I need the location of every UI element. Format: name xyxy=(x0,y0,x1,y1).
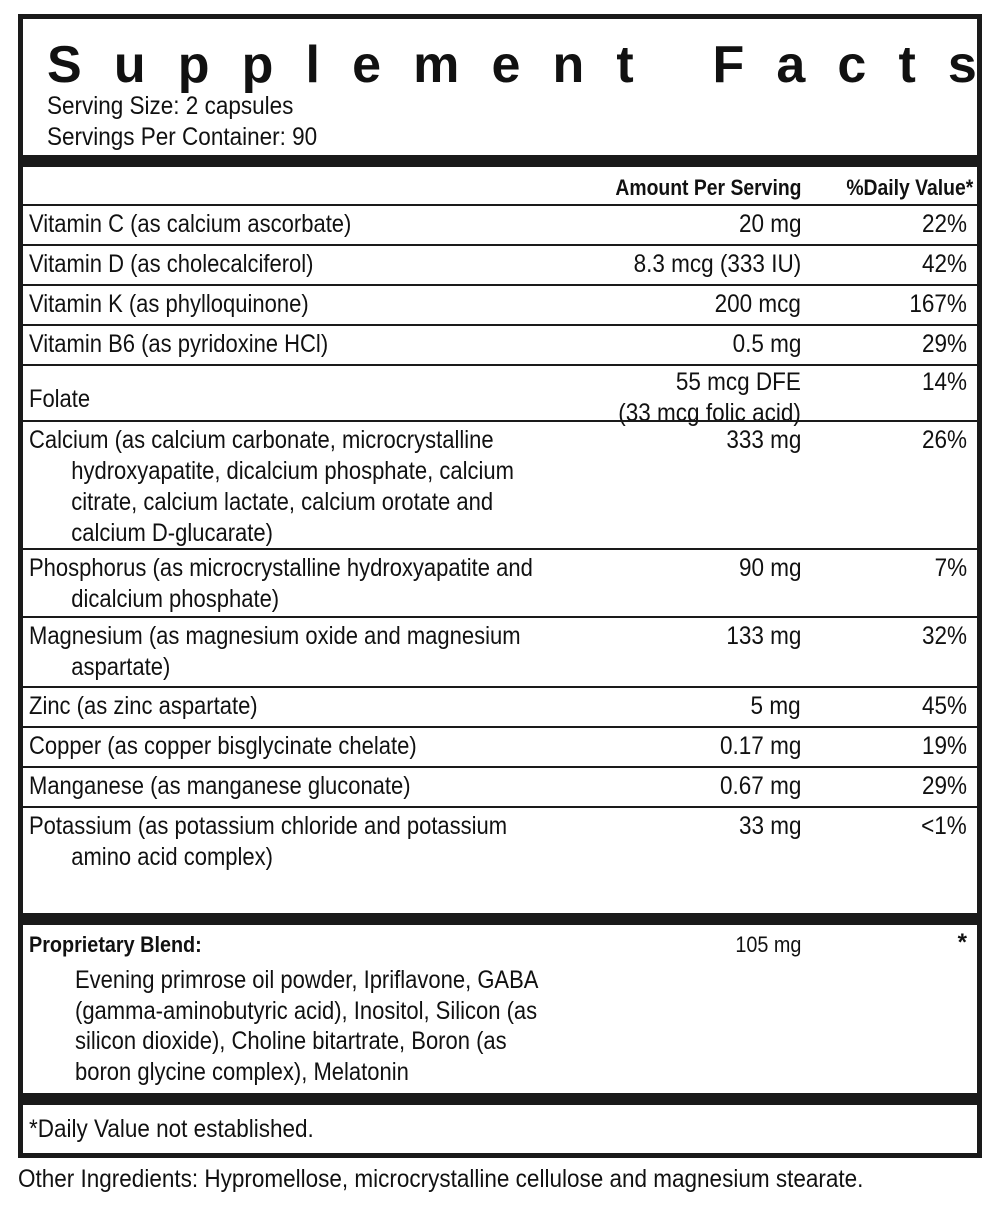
nutrient-row xyxy=(23,284,977,324)
nutrient-name-line: Magnesium (as magnesium oxide and magnesium xyxy=(29,622,521,650)
nutrient-amount-line: 0.67 mg xyxy=(719,772,801,800)
title-letter: e xyxy=(491,36,521,94)
nutrient-amount xyxy=(732,329,801,360)
nutrient-row xyxy=(23,244,977,284)
nutrient-name-line: Vitamin K (as phylloquinone) xyxy=(29,290,309,318)
nutrient-name-line: Folate xyxy=(29,385,91,413)
nutrient-name-line: aspartate) xyxy=(71,653,171,681)
nutrient-name xyxy=(29,621,583,683)
nutrient-row xyxy=(23,548,977,616)
title-letter: t xyxy=(898,36,916,94)
nutrient-amount-line: 0.5 mg xyxy=(732,330,801,358)
title-letter: F xyxy=(712,36,745,94)
nutrient-amount-line: 133 mg xyxy=(725,622,801,650)
nutrient-name-line: calcium D-glucarate) xyxy=(71,519,273,547)
nutrient-name-line: amino acid complex) xyxy=(71,843,273,871)
nutrient-amount xyxy=(720,731,801,762)
title-letter: m xyxy=(413,36,460,94)
nutrient-amount xyxy=(751,691,801,722)
nutrient-row xyxy=(23,726,977,766)
nutrient-amount-line: 55 mcg DFE xyxy=(675,368,801,396)
nutrient-name-line: Copper (as copper bisglycinate chelate) xyxy=(29,732,417,760)
nutrient-row xyxy=(23,686,977,726)
nutrient-name xyxy=(29,384,583,415)
nutrient-amount-line: 33 mg xyxy=(738,812,801,840)
title-letter: p xyxy=(241,36,274,94)
footnote: *Daily Value not established. xyxy=(29,1115,314,1143)
header-amount: Amount Per Serving xyxy=(614,175,801,200)
nutrient-name xyxy=(29,249,583,280)
nutrient-daily-value: 7% xyxy=(934,554,967,582)
blend-ingredient-line: Evening primrose oil powder, Ipriflavone, GABA xyxy=(75,966,539,994)
nutrient-amount xyxy=(738,811,801,842)
blend-daily-value: * xyxy=(957,929,967,956)
nutrient-row xyxy=(23,766,977,806)
nutrient-amount xyxy=(720,771,801,802)
title-letter: l xyxy=(305,36,320,94)
nutrient-daily-value: 167% xyxy=(909,290,967,318)
nutrient-amount-line: 0.17 mg xyxy=(719,732,801,760)
nutrient-amount-line: 200 mcg xyxy=(714,290,801,318)
nutrient-amount xyxy=(726,425,801,456)
title-letter: n xyxy=(552,36,585,94)
nutrient-row xyxy=(23,806,977,882)
nutrient-daily-value: 26% xyxy=(921,426,967,454)
title-letter: p xyxy=(177,36,210,94)
servings-per-container: Servings Per Container: 90 xyxy=(47,123,318,151)
title-letter: c xyxy=(837,36,867,94)
header-daily-value: %Daily Value* xyxy=(846,175,973,200)
nutrient-name-line: Phosphorus (as microcrystalline hydroxyapatite and xyxy=(29,554,533,582)
nutrient-row xyxy=(23,616,977,686)
nutrient-name xyxy=(29,811,583,873)
nutrient-name xyxy=(29,691,583,722)
nutrient-amount-line: 90 mg xyxy=(738,554,801,582)
nutrient-name-line: hydroxyapatite, dicalcium phosphate, calcium xyxy=(71,457,514,485)
blend-ingredients xyxy=(75,965,568,1087)
nutrient-amount xyxy=(726,621,801,652)
nutrient-daily-value: 32% xyxy=(921,622,967,650)
nutrient-name xyxy=(29,553,583,615)
nutrient-table xyxy=(23,204,977,882)
nutrient-daily-value: 19% xyxy=(921,732,967,760)
nutrient-amount xyxy=(738,209,801,240)
title-letter xyxy=(666,25,680,105)
nutrient-name xyxy=(29,425,583,549)
nutrient-name-line: Vitamin B6 (as pyridoxine HCl) xyxy=(29,330,329,358)
blend-ingredient-line: silicon dioxide), Choline bitartrate, Boron (as xyxy=(75,1027,507,1055)
blend-title: Proprietary Blend: xyxy=(29,932,202,957)
title-letter: e xyxy=(352,36,381,94)
serving-info xyxy=(47,91,317,153)
nutrient-daily-value: 22% xyxy=(921,210,967,238)
nutrient-amount xyxy=(738,553,801,584)
nutrient-daily-value: 45% xyxy=(921,692,967,720)
nutrient-amount-line: 333 mg xyxy=(725,426,801,454)
nutrient-daily-value: 29% xyxy=(921,772,967,800)
nutrient-row xyxy=(23,420,977,548)
nutrient-amount-line: (33 mcg folic acid) xyxy=(618,399,801,427)
blend-ingredient-line: boron glycine complex), Melatonin xyxy=(75,1057,409,1086)
nutrient-name-line: Vitamin C (as calcium ascorbate) xyxy=(29,210,352,238)
nutrient-daily-value: 42% xyxy=(921,250,967,278)
nutrient-name xyxy=(29,731,583,762)
nutrient-name xyxy=(29,329,583,360)
blend-ingredient-line: (gamma-aminobutyric acid), Inositol, Silicon (as xyxy=(75,996,538,1025)
nutrient-row xyxy=(23,364,977,427)
thick-divider xyxy=(23,913,977,925)
serving-size: Serving Size: 2 capsules xyxy=(47,92,294,120)
nutrient-amount-line: 8.3 mcg (333 IU) xyxy=(633,250,801,278)
thick-divider xyxy=(23,1093,977,1105)
other-ingredients: Other Ingredients: Hypromellose, microcrystalline cellulose and magnesium stearate. xyxy=(18,1165,864,1193)
nutrient-amount-line: 20 mg xyxy=(738,210,801,238)
nutrient-amount xyxy=(633,249,801,280)
nutrient-name xyxy=(29,289,583,320)
thick-divider xyxy=(23,155,977,167)
nutrient-daily-value: 14% xyxy=(921,368,967,396)
blend-amount: 105 mg xyxy=(734,932,801,957)
nutrient-daily-value: 29% xyxy=(921,330,967,358)
title-letter: a xyxy=(776,36,806,94)
nutrient-name-line: Vitamin D (as cholecalciferol) xyxy=(29,250,314,278)
nutrient-name-line: Manganese (as manganese gluconate) xyxy=(29,772,411,800)
title-letter: S xyxy=(47,36,82,94)
nutrient-name xyxy=(29,209,583,240)
nutrient-name-line: dicalcium phosphate) xyxy=(71,585,280,613)
nutrient-daily-value: <1% xyxy=(921,812,967,840)
title-letter: s xyxy=(947,36,977,94)
nutrient-name-line: Calcium (as calcium carbonate, microcrystalline xyxy=(29,426,494,454)
nutrient-row xyxy=(23,204,977,244)
nutrient-name-line: Zinc (as zinc aspartate) xyxy=(29,692,258,720)
nutrient-name xyxy=(29,771,583,802)
supplement-facts-panel xyxy=(18,14,982,1158)
nutrient-name-line: Potassium (as potassium chloride and potassium xyxy=(29,812,508,840)
nutrient-row xyxy=(23,324,977,364)
nutrient-name-line: citrate, calcium lactate, calcium orotate and xyxy=(71,488,494,516)
title-letter: t xyxy=(616,36,634,94)
title-letter: u xyxy=(113,36,146,94)
nutrient-amount-line: 5 mg xyxy=(750,692,801,720)
nutrient-amount xyxy=(715,289,801,320)
